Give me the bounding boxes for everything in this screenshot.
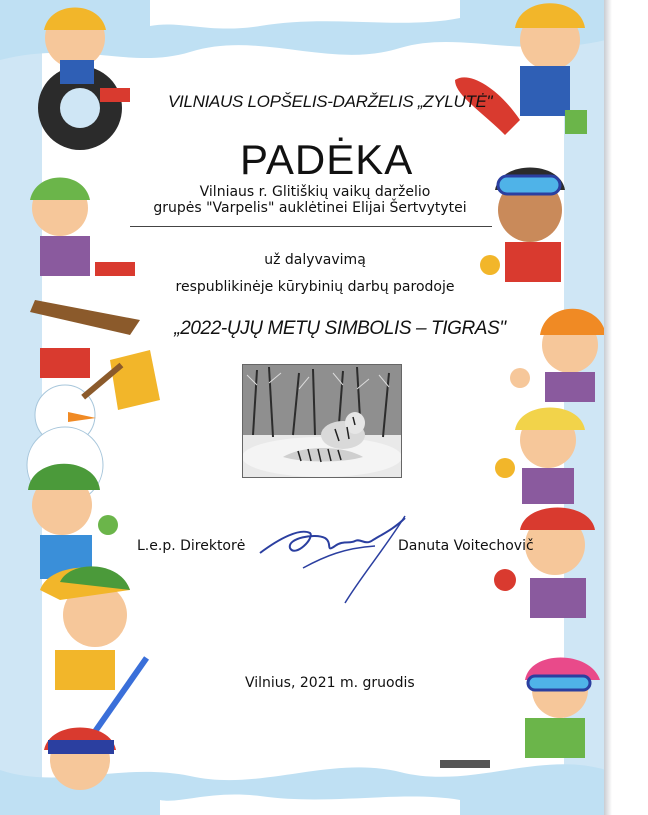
tiger-winter-photo: [242, 364, 402, 478]
director-role: L.e.p. Direktorė: [137, 538, 246, 554]
kindergarten-name: VILNIAUS LOPŠELIS-DARŽELIS „ZYLUTĖ": [168, 92, 493, 111]
recipient-line-1: Vilniaus r. Glitiškių vaikų darželio: [199, 184, 431, 200]
participation-line-1: už dalyvavimą: [264, 252, 366, 268]
certificate-title: PADĖKA: [240, 136, 414, 183]
director-signature: [255, 508, 415, 608]
recipient-line-2: grupės "Varpelis" auklėtinei Elijai Šertvytytei: [153, 200, 467, 216]
underline-divider: [130, 226, 492, 227]
exhibition-name: „2022-ŲJŲ METŲ SIMBOLIS – TIGRAS": [174, 318, 506, 339]
participation-line-2: respublikinėje kūrybinių darbų parodoje: [175, 279, 455, 295]
page-edge-shadow: [604, 0, 612, 815]
director-name: Danuta Voitechovič: [398, 538, 534, 554]
place-and-date: Vilnius, 2021 m. gruodis: [245, 675, 415, 691]
